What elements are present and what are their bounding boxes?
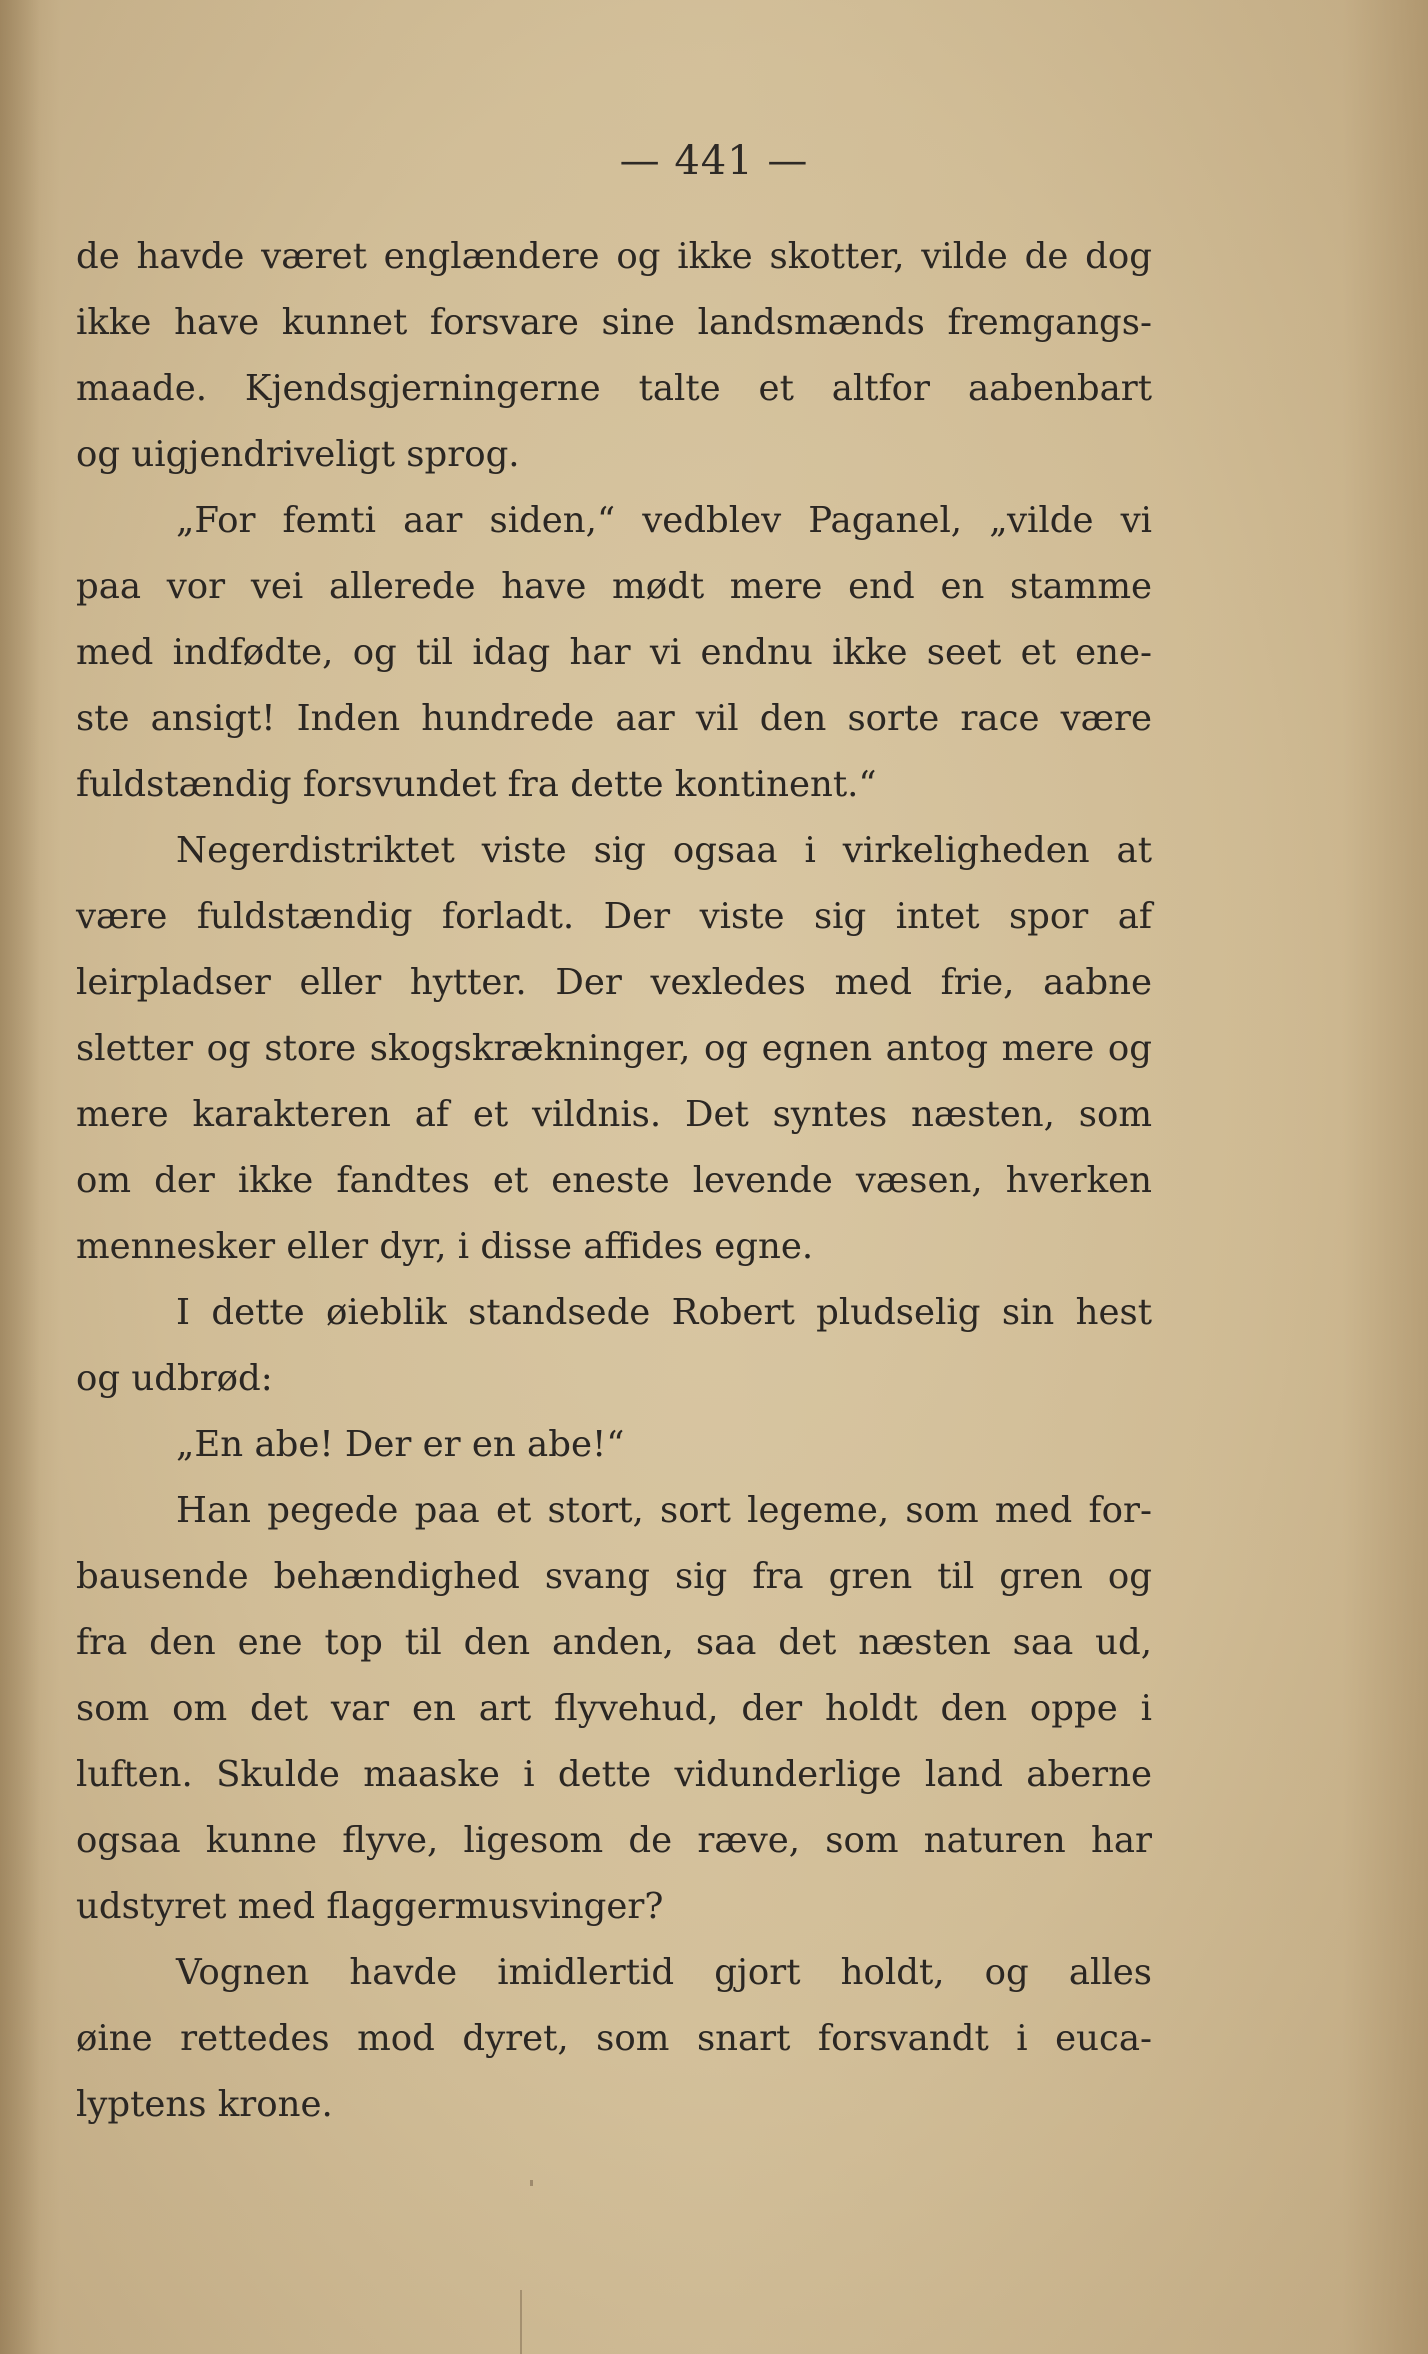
text-line: sletter og store skogskrækninger, og egnen antog mere og <box>76 1028 1152 1069</box>
text-line: de havde været englændere og ikke skotter, vilde de dog <box>76 236 1152 277</box>
text-line: udstyret med flaggermusvinger? <box>76 1886 664 1927</box>
ink-speck <box>530 2180 533 2186</box>
text-line: ste ansigt! Inden hundrede aar vil den sorte race være <box>76 698 1152 739</box>
text-line: fra den ene top til den anden, saa det næsten saa ud, <box>76 1622 1152 1663</box>
page-spine-shadow <box>0 0 40 2354</box>
text-line: I dette øieblik standsede Robert pludselig sin hest <box>176 1292 1152 1333</box>
text-line: leirpladser eller hytter. Der vexledes med frie, aabne <box>76 962 1152 1003</box>
text-line: og udbrød: <box>76 1358 273 1399</box>
page-number: — 441 — <box>619 138 809 184</box>
text-line: med indfødte, og til idag har vi endnu ikke seet et ene- <box>76 632 1152 673</box>
text-line: og uigjendriveligt sprog. <box>76 434 520 475</box>
text-line: „En abe! Der er en abe!“ <box>176 1424 625 1465</box>
text-line: paa vor vei allerede have mødt mere end en stamme <box>76 566 1152 607</box>
text-line: bausende behændighed svang sig fra gren til gren og <box>76 1556 1152 1597</box>
text-line: lyptens krone. <box>76 2084 333 2125</box>
text-line: Han pegede paa et stort, sort legeme, som med for- <box>176 1490 1152 1531</box>
text-line: mere karakteren af et vildnis. Det syntes næsten, som <box>76 1094 1152 1135</box>
page-crease <box>520 2290 522 2354</box>
text-line: ogsaa kunne flyve, ligesom de ræve, som naturen har <box>76 1820 1152 1861</box>
text-line: være fuldstændig forladt. Der viste sig intet spor af <box>76 896 1152 937</box>
text-line: maade. Kjendsgjerningerne talte et altfor aabenbart <box>76 368 1152 409</box>
text-line: „For femti aar siden,“ vedblev Paganel, „vilde vi <box>176 500 1152 541</box>
text-line: Negerdistriktet viste sig ogsaa i virkeligheden at <box>176 830 1152 871</box>
text-line: som om det var en art flyvehud, der holdt den oppe i <box>76 1688 1152 1729</box>
text-line: ikke have kunnet forsvare sine landsmænds fremgangs- <box>76 302 1152 343</box>
text-line: Vognen havde imidlertid gjort holdt, og alles <box>176 1952 1152 1993</box>
text-line: luften. Skulde maaske i dette vidunderlige land aberne <box>76 1754 1152 1795</box>
body-text <box>76 224 1152 2138</box>
text-line: fuldstændig forsvundet fra dette kontinent.“ <box>76 764 877 805</box>
text-line: om der ikke fandtes et eneste levende væsen, hverken <box>76 1160 1152 1201</box>
text-line: mennesker eller dyr, i disse affides egne. <box>76 1226 814 1267</box>
text-line: øine rettedes mod dyret, som snart forsvandt i euca- <box>76 2018 1152 2059</box>
